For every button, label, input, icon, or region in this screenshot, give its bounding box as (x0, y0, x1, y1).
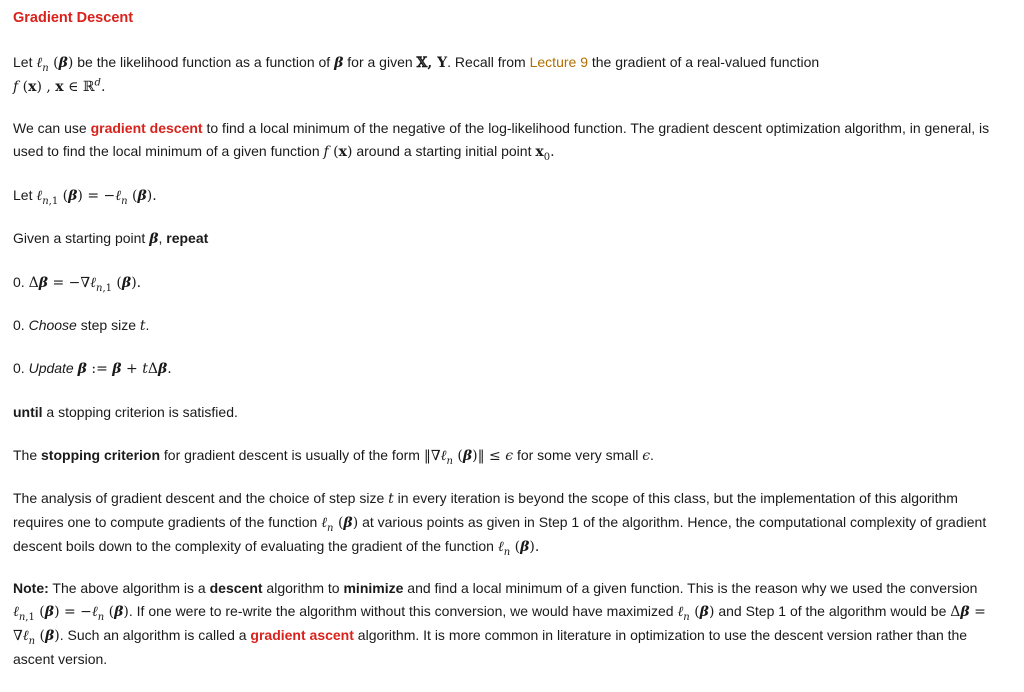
math-f-x-in-rd: f (x) , x ∈ ℝ$^d$. (13, 77, 106, 95)
math-ell-n-beta: ℓ$_n$ (β). (497, 539, 540, 558)
step-update: 0. Update β := β + tΔβ. (13, 360, 172, 377)
paragraph-analysis: The analysis of gradient descent and the choice of step size t in every iteration is beyond the scope of this class, but the implementation of this algorithm requires one to compute gradients of the function ℓ$_n$ (β) at various points as given in Step 1 of the algorithm. Hence, the computational complexity of gradient descent boils down to the complexity of evaluating the gradient of the function ℓ$_n$ (β). (13, 490, 987, 558)
math-ell-n-beta: ℓ$_n$ (β) (677, 604, 715, 623)
math-ell-n1-def: ℓ$_{n,1}$ (β) = −ℓ$_n$ (β). (36, 188, 157, 207)
math-ell-n-beta: ℓ$_n$ (β) (321, 515, 359, 534)
math-norm-gradient: ‖∇ℓ$_n$ (β)‖ ≤ ϵ (423, 448, 514, 467)
paragraph-gradient-descent-intro: We can use gradient descent to find a local minimum of the negative of the log-likelihood function. The gradient descent optimization algorithm, in general, is used to find the local minimum of a given function f (x) around a starting initial point $x_0$. (13, 120, 990, 163)
math-f-x: f (x) (323, 144, 353, 160)
gradient-ascent-term: gradient ascent (250, 627, 354, 643)
math-x-y: 𝕏, Y (416, 55, 448, 71)
math-ascent-step: Δβ = ∇ℓ$_n$ (β) (13, 604, 986, 647)
paragraph-until: until a stopping criterion is satisfied. (13, 404, 238, 420)
math-update-rule: β := β + tΔβ. (77, 361, 172, 377)
math-ell-n-beta: ℓ$_n$ (β) (36, 55, 74, 74)
lecture-9-link[interactable]: Lecture 9 (529, 54, 588, 70)
page-title: Gradient Descent (13, 10, 134, 26)
math-t: t (139, 318, 146, 334)
math-beta: β (334, 55, 344, 71)
paragraph-let-ell-n1: Let ℓ$_{n,1}$ (β) = −ℓ$_n$ (β). (13, 187, 157, 207)
paragraph-starting-point: Given a starting point β, repeat (13, 230, 209, 247)
math-epsilon: ϵ (642, 448, 651, 464)
paragraph-note: Note: The above algorithm is a descent algorithm to minimize and find a local minimum of a given function. This is the reason why we used the conversion ℓ$_{n,1}$ (β) = −ℓ$_n$ (β). If one were to re-write the algorithm without this conversion, we would have maximized ℓ$_n$ (β) and Step 1 of the algorithm would be Δβ = ∇ℓ$_n$ (β). Such an algorithm is called a gradient ascent algorithm. It is more common in literature in optimization to use the descent version rather than the ascent version. (13, 580, 986, 667)
paragraph-stopping-criterion: The stopping criterion for gradient descent is usually of the form ‖∇ℓ$_n$ (β)‖ ≤ ϵ for some very small ϵ. (13, 447, 654, 467)
math-delta-beta-def: Δβ = −∇ℓ$_{n,1}$ (β). (28, 275, 142, 294)
math-beta: β (149, 231, 159, 247)
math-t: t (388, 491, 394, 507)
step-choose-step-size: 0. Choose step size t. (13, 317, 150, 334)
math-x0: $x_0$. (535, 144, 555, 163)
math-ell-n1-def: ℓ$_{n,1}$ (β) = −ℓ$_n$ (β) (13, 604, 129, 623)
gradient-descent-term: gradient descent (90, 120, 203, 136)
step-compute-direction: 0. Δβ = −∇ℓ$_{n,1}$ (β). (13, 274, 142, 294)
paragraph-likelihood: Let ℓ$_n$ (β) be the likelihood function as a function of β for a given 𝕏, Y. Recall from Lecture 9 the gradient of a real-valued function f (x) , x ∈ ℝ$^d$. (13, 54, 820, 95)
